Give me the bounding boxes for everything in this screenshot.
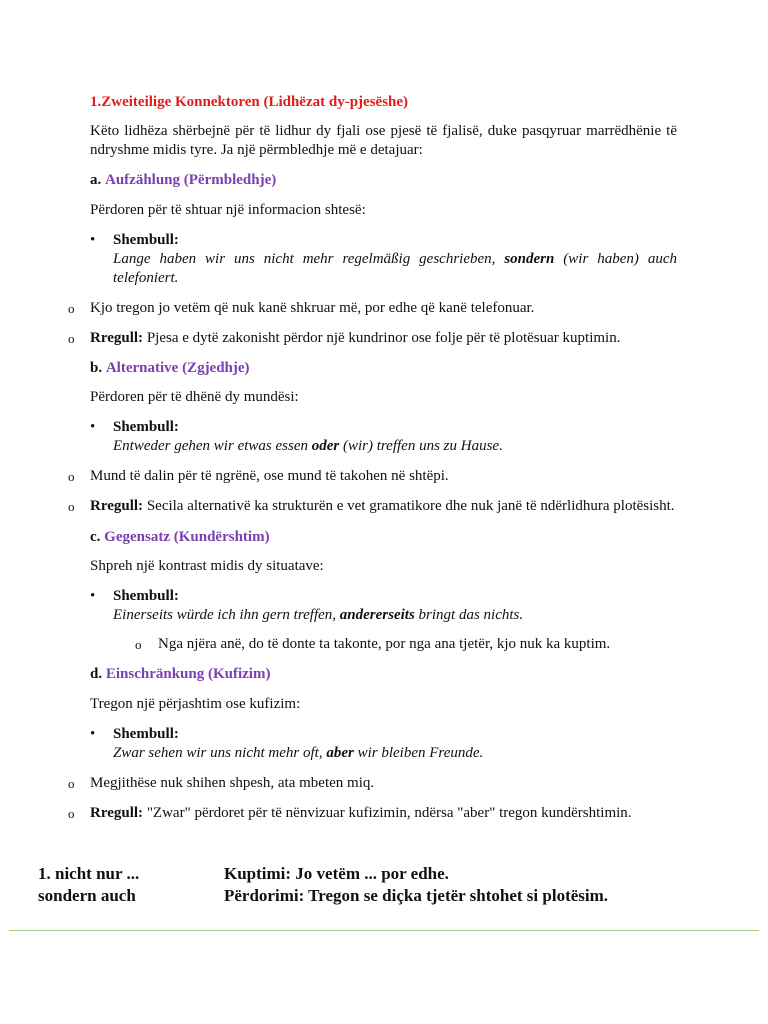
rule-b-label: Rregull: [90, 498, 144, 514]
footer-meaning: Kuptimi: Jo vetëm ... por edhe. [224, 864, 449, 883]
note-d: Megjithëse nuk shihen shpesh, ata mbeten miq. [90, 775, 375, 791]
rule-a-label: Rregull: [90, 330, 144, 346]
example-label-d: Shembull: [113, 726, 179, 742]
subheading-a-title: Aufzählung (Përmbledhje) [105, 172, 277, 188]
note-b: Mund të dalin për të ngrënë, ose mund të takohen në shtëpi. [90, 468, 449, 484]
intro-paragraph: Këto lidhëza shërbejnë për të lidhur dy fjali ose pjesë të fjalisë, duke pasqyruar marrëdhënie të ndryshme midis tyre. Ja një përmbledhje më e detajuar: [90, 123, 677, 158]
desc-d: Tregon një përjashtim ose kufizim: [90, 696, 301, 712]
rule-d-label: Rregull: [90, 805, 144, 821]
circle-bullet-icon: o [68, 499, 75, 514]
example-label-b: Shembull: [113, 419, 179, 435]
bullet-dot-icon: • [90, 726, 96, 742]
note-c: Nga njëra anë, do të donte ta takonte, por nga ana tjetër, kjo nuk ka kuptim. [158, 636, 611, 652]
footer-connector-line1: 1. nicht nur ... [38, 864, 140, 883]
circle-bullet-icon: o [68, 301, 75, 316]
example-d: Zwar sehen wir uns nicht mehr oft, aber wir bleiben Freunde. [113, 745, 484, 761]
rule-a: Rregull: Pjesa e dytë zakonisht përdor një kundrinor ose folje për të plotësuar kuptimin. [90, 330, 621, 346]
circle-bullet-icon: o [68, 806, 75, 821]
subheading-d-letter: d. [90, 666, 103, 682]
subheading-b-title: Alternative (Zgjedhje) [105, 360, 250, 376]
example-label-c: Shembull: [113, 588, 179, 604]
bullet-dot-icon: • [90, 232, 96, 248]
circle-bullet-icon: o [68, 331, 75, 346]
example-c: Einerseits würde ich ihn gern treffen, andererseits bringt das nichts. [113, 607, 524, 623]
circle-bullet-icon: o [135, 637, 142, 652]
subheading-b-letter: b. [90, 360, 103, 376]
subheading-d-title: Einschränkung (Kufizim) [105, 666, 271, 682]
rule-b: Rregull: Secila alternativë ka strukturën e vet gramatikore dhe nuk janë të ndërlidhura plotësisht. [90, 498, 675, 514]
example-label-a: Shembull: [113, 232, 179, 248]
subheading-c-letter: c. [90, 529, 101, 545]
section-heading [90, 93, 408, 112]
footer-usage: Përdorimi: Tregon se diçka tjetër shtohet si plotësim. [224, 886, 609, 905]
footer-explanation [224, 863, 608, 907]
divider-line [9, 930, 759, 931]
bullet-dot-icon: • [90, 419, 96, 435]
desc-a: Përdoren për të shtuar një informacion shtesë: [90, 202, 366, 218]
subheading-d [90, 665, 270, 684]
subheading-a [90, 171, 276, 190]
circle-bullet-icon: o [68, 776, 75, 791]
bullet-dot-icon: • [90, 588, 96, 604]
subheading-c [90, 528, 270, 547]
circle-bullet-icon: o [68, 469, 75, 484]
footer-connector [38, 863, 139, 907]
note-a: Kjo tregon jo vetëm që nuk kanë shkruar më, por edhe që kanë telefonuar. [90, 300, 535, 316]
desc-c: Shpreh një kontrast midis dy situatave: [90, 558, 324, 574]
subheading-a-letter: a. [90, 172, 102, 188]
subheading-c-title: Gegensatz (Kundërshtim) [104, 529, 270, 545]
example-a: Lange haben wir uns nicht mehr regelmäßig geschrieben, sondern (wir haben) auch telefoniert. [113, 251, 677, 286]
subheading-b [90, 359, 250, 378]
rule-d: Rregull: "Zwar" përdoret për të nënvizuar kufizimin, ndërsa "aber" tregon kundërshtimin. [90, 805, 632, 821]
heading-title: Zweiteilige Konnektoren (Lidhëzat dy-pjesëshe) [101, 94, 409, 110]
footer-connector-line2: sondern auch [38, 886, 136, 905]
desc-b: Përdoren për të dhënë dy mundësi: [90, 389, 299, 405]
example-b: Entweder gehen wir etwas essen oder (wir) treffen uns zu Hause. [113, 438, 503, 454]
heading-number: 1. [90, 94, 102, 110]
